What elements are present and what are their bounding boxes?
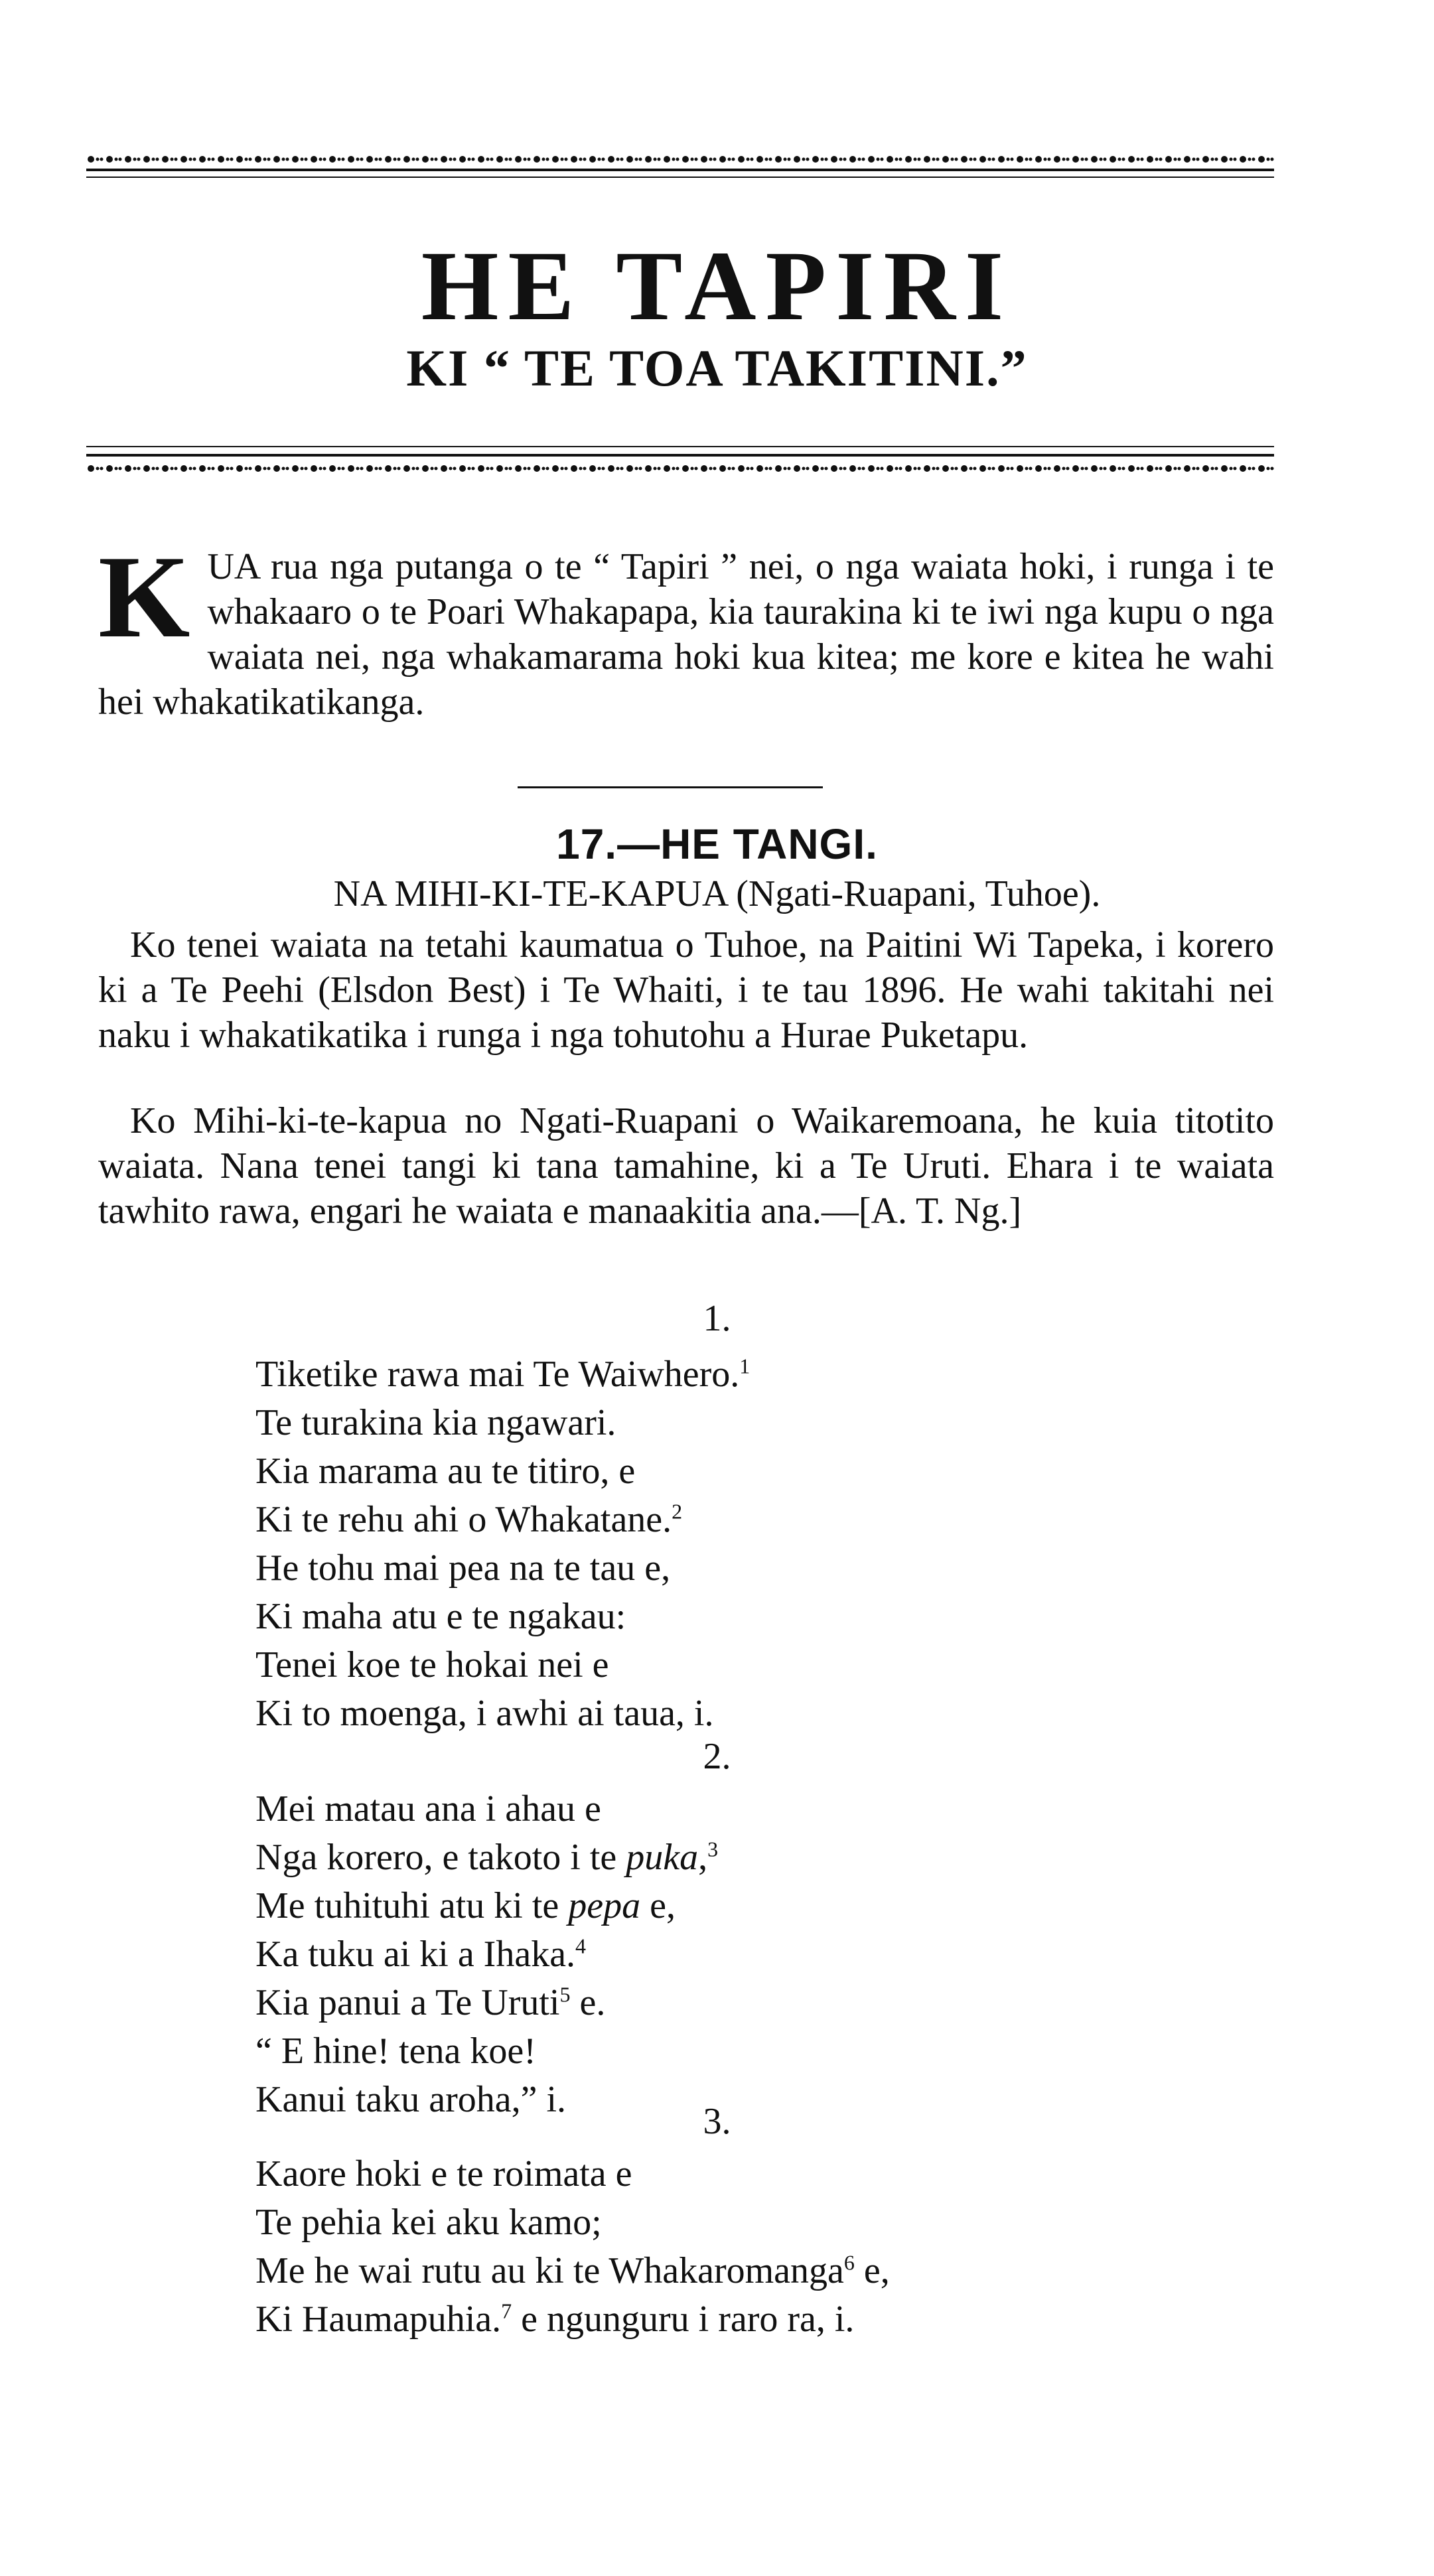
section-attribution: NA MIHI-KI-TE-KAPUA (Ngati-Ruapani, Tuhoe). [333, 873, 1101, 914]
footnote-ref: 4 [575, 1934, 587, 1958]
verse-number: 3. [703, 2101, 731, 2142]
verse-3 [255, 2150, 890, 2344]
verse-line: Te pehia kei aku kamo; [255, 2202, 602, 2243]
section-divider [518, 786, 823, 788]
verse-line: Ki Haumapuhia.$^7$ e ngunguru i raro ra, i. [255, 2299, 855, 2340]
verse-line: Kaore hoki e te roimata e [255, 2153, 632, 2194]
ornament-rule [86, 177, 1274, 178]
verse-line: “ E hine! tena koe! [255, 2031, 536, 2072]
verse-line: Ki to moenga, i awhi ai taua, i. [255, 1693, 714, 1734]
verse-line: Tiketike rawa mai Te Waiwhero.$^1$ [255, 1354, 751, 1395]
verse-number: 2. [703, 1736, 731, 1777]
footnote-ref: 6 [843, 2250, 855, 2275]
ornament-rule [86, 446, 1274, 447]
ornament-dots-top [86, 154, 1274, 165]
verse-2 [255, 1785, 718, 2124]
page-title: HE TAPIRI [421, 231, 1013, 341]
ornament-rule [86, 169, 1274, 171]
drop-cap: K [98, 531, 190, 662]
verse-line: Te turakina kia ngawari. [255, 1402, 616, 1443]
verse-line: Ki maha atu e te ngakau: [255, 1596, 626, 1637]
verse-line: Kanui taku aroha,” i. [255, 2079, 567, 2120]
verse-line: Ka tuku ai ki a Ihaka.$^4$ [255, 1934, 587, 1975]
verse-number: 1. [703, 1298, 731, 1339]
footnote-ref: 2 [672, 1499, 683, 1524]
verse-line: Kia marama au te titiro, e [255, 1451, 636, 1492]
ornament-rule [86, 454, 1274, 457]
commentary-paragraph: Ko Mihi-ki-te-kapua no Ngati-Ruapani o Waikaremoana, he kuia titotito waiata. Nana tenei tangi ki tana tamahine, ki a Te Uruti. Ehara i te waiata tawhito rawa, engari he waiata e manaakitia ana.—[A. T. Ng.] [98, 1100, 1274, 1232]
verse-line: He tohu mai pea na te tau e, [255, 1547, 671, 1589]
intro-text: UA rua nga putanga o te “ Tapiri ” nei, o nga waiata hoki, i runga i te whakaaro o te Poari Whakapapa, kia taurakina ki te iwi nga kupu o nga waiata nei, nga whakamarama hoki kua kitea; me kore e kitea he wahi hei whakatikatikanga. [98, 546, 1274, 723]
verse-line: Ki te rehu ahi o Whakatane.$^2$ [255, 1499, 683, 1540]
commentary-paragraph: Ko tenei waiata na tetahi kaumatua o Tuhoe, na Paitini Wi Tapeka, i korero ki a Te Peehi (Elsdon Best) i Te Whaiti, i te tau 1896. He wahi takitahi nei naku i whakatikatika i runga i nga tohutohu a Hurae Puketapu. [98, 924, 1274, 1056]
verse-1 [255, 1350, 750, 1738]
verse-line: Kia panui a Te Uruti$^5$ e. [255, 1982, 606, 2023]
intro-paragraph [98, 531, 1274, 725]
verse-line: Mei matau ana i ahau e [255, 1788, 601, 1829]
footnote-ref: 5 [559, 1982, 571, 2007]
verse-line: Me tuhituhi atu ki te pepa e, [255, 1885, 676, 1926]
verse-line: Me he wai rutu au ki te Whakaromanga$^6$ e, [255, 2250, 890, 2291]
footnote-ref: 3 [707, 1837, 719, 1861]
footnote-ref: 7 [501, 2299, 512, 2323]
ornament-dots-bottom [86, 463, 1274, 474]
section-heading: 17.—HE TANGI. [556, 820, 878, 868]
verse-line: Tenei koe te hokai nei e [255, 1644, 609, 1685]
verse-line: Nga korero, e takoto i te puka,$^3$ [255, 1837, 719, 1878]
footnote-ref: 1 [739, 1354, 751, 1378]
page-subtitle: KI “ TE TOA TAKITINI.” [406, 339, 1028, 397]
